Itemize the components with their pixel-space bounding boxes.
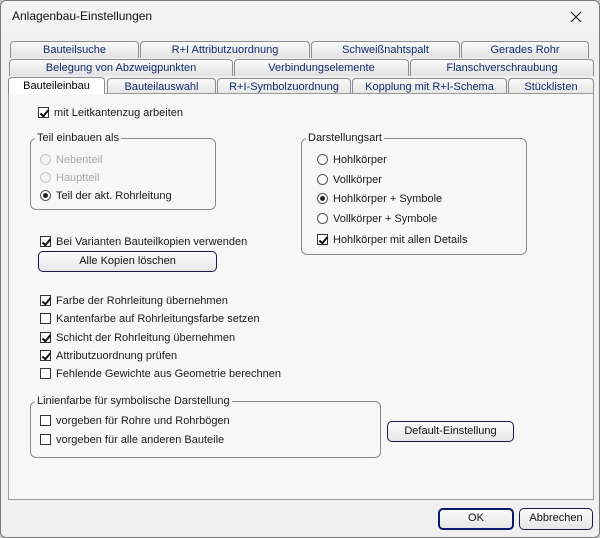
- hohlkoerper-details-label: Hohlkörper mit allen Details: [333, 234, 468, 246]
- varianten-option[interactable]: [40, 234, 247, 250]
- tab-bauteilsuche[interactable]: Bauteilsuche: [10, 41, 139, 58]
- fehlende-gewichte-label: Fehlende Gewichte aus Geometrie berechnen: [56, 368, 282, 380]
- radio-nebenteil[interactable]: [40, 152, 102, 168]
- teil-akt-rohrleitung-label: Teil der akt. Rohrleitung: [56, 190, 172, 202]
- close-button[interactable]: [553, 1, 599, 33]
- hohlkoerper-details-checkbox[interactable]: [317, 234, 328, 245]
- hohlkoerper-radio[interactable]: [317, 154, 328, 165]
- farbe-rohrleitung-checkbox[interactable]: [40, 295, 51, 306]
- radio-vollkoerper[interactable]: [317, 172, 382, 188]
- alle-kopien-loeschen-button[interactable]: Alle Kopien löschen: [38, 251, 217, 272]
- hauptteil-label: Hauptteil: [56, 172, 100, 184]
- kantenfarbe-checkbox[interactable]: [40, 313, 51, 324]
- schicht-rohrleitung-checkbox[interactable]: [40, 332, 51, 343]
- vollkoerper-symbole-radio[interactable]: [317, 213, 328, 224]
- window-title: Anlagenbau-Einstellungen: [12, 9, 153, 23]
- tab-flanschverschraubung[interactable]: Flanschverschraubung: [410, 59, 594, 76]
- tab-stuecklisten[interactable]: Stücklisten: [508, 78, 594, 95]
- rohre-rohrboegen-label: vorgeben für Rohre und Rohrbögen: [56, 415, 230, 427]
- hohlkoerper-label: Hohlkörper: [333, 154, 387, 166]
- vollkoerper-radio[interactable]: [317, 174, 328, 185]
- ok-button[interactable]: OK: [438, 508, 514, 530]
- tab-bauteilauswahl[interactable]: Bauteilauswahl: [107, 78, 216, 95]
- varianten-checkbox[interactable]: [40, 236, 51, 247]
- option-fehlende-gewichte[interactable]: [40, 366, 281, 382]
- farbe-rohrleitung-label: Farbe der Rohrleitung übernehmen: [56, 295, 228, 307]
- title-bar: [1, 1, 599, 33]
- teil-einbauen-title: Teil einbauen als: [37, 132, 119, 144]
- teil-einbauen-group: [30, 132, 216, 210]
- tab-schweissnahtspalt[interactable]: Schweißnahtspalt: [311, 41, 460, 58]
- nebenteil-radio[interactable]: [40, 154, 51, 165]
- tab-kopplung-ri-schema[interactable]: Kopplung mit R+I-Schema: [352, 78, 507, 95]
- fehlende-gewichte-checkbox[interactable]: [40, 368, 51, 379]
- hohlkoerper-details-option[interactable]: [317, 232, 468, 248]
- attributzuordnung-label: Attributzuordnung prüfen: [56, 350, 178, 362]
- option-andere-bauteile[interactable]: [40, 432, 224, 448]
- radio-teil-akt-rohrleitung[interactable]: [40, 188, 172, 204]
- tab-ri-attributzuordnung[interactable]: R+I Attributzuordnung: [140, 41, 310, 58]
- andere-bauteile-label: vorgeben für alle anderen Bauteile: [56, 434, 225, 446]
- hohlkoerper-symbole-label: Hohlkörper + Symbole: [333, 193, 443, 205]
- tab-belegung-abzweigpunkten[interactable]: Belegung von Abzweigpunkten: [9, 59, 233, 76]
- radio-hauptteil[interactable]: [40, 170, 99, 186]
- option-farbe-rohrleitung[interactable]: [40, 293, 228, 309]
- tab-panel-bauteileinbau: [8, 93, 594, 500]
- option-schicht-rohrleitung[interactable]: [40, 330, 235, 346]
- tab-verbindungselemente[interactable]: Verbindungselemente: [234, 59, 409, 76]
- radio-vollkoerper-symbole[interactable]: [317, 211, 437, 227]
- radio-hohlkoerper[interactable]: [317, 152, 387, 168]
- close-icon: [570, 11, 582, 23]
- linienfarbe-title: Linienfarbe für symbolische Darstellung: [37, 395, 230, 407]
- andere-bauteile-checkbox[interactable]: [40, 434, 51, 445]
- schicht-rohrleitung-label: Schicht der Rohrleitung übernehmen: [56, 332, 236, 344]
- hauptteil-radio[interactable]: [40, 172, 51, 183]
- varianten-label: Bei Varianten Bauteilkopien verwenden: [56, 236, 248, 248]
- tab-gerades-rohr[interactable]: Gerades Rohr: [461, 41, 589, 58]
- attributzuordnung-checkbox[interactable]: [40, 350, 51, 361]
- radio-hohlkoerper-symbole[interactable]: [317, 191, 442, 207]
- teil-akt-rohrleitung-radio[interactable]: [40, 190, 51, 201]
- abbrechen-button[interactable]: Abbrechen: [519, 508, 593, 530]
- option-kantenfarbe[interactable]: [40, 311, 260, 327]
- nebenteil-label: Nebenteil: [56, 154, 103, 166]
- darstellungsart-title: Darstellungsart: [308, 132, 382, 144]
- option-rohre-rohrboegen[interactable]: [40, 413, 230, 429]
- leitkantenzug-option[interactable]: [38, 105, 183, 121]
- leitkantenzug-label: mit Leitkantenzug arbeiten: [54, 107, 184, 119]
- leitkantenzug-checkbox[interactable]: [38, 107, 49, 118]
- hohlkoerper-symbole-radio[interactable]: [317, 193, 328, 204]
- tab-bauteileinbau[interactable]: Bauteileinbau: [8, 77, 105, 94]
- vollkoerper-symbole-label: Vollkörper + Symbole: [333, 213, 438, 225]
- linienfarbe-group: [30, 395, 381, 458]
- rohre-rohrboegen-checkbox[interactable]: [40, 415, 51, 426]
- kantenfarbe-label: Kantenfarbe auf Rohrleitungsfarbe setzen: [56, 313, 260, 325]
- vollkoerper-label: Vollkörper: [333, 174, 382, 186]
- tab-ri-symbolzuordnung[interactable]: R+I-Symbolzuordnung: [217, 78, 351, 95]
- darstellungsart-group: [301, 132, 527, 255]
- default-einstellung-button[interactable]: Default-Einstellung: [387, 421, 514, 442]
- option-attributzuordnung[interactable]: [40, 348, 177, 364]
